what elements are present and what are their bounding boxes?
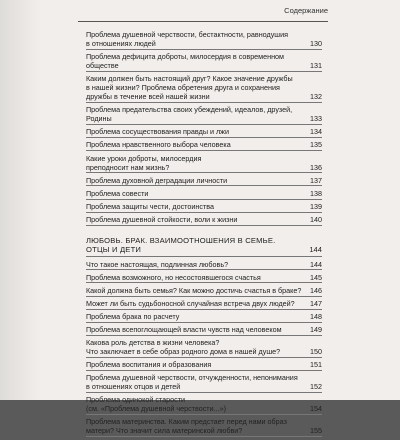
toc-entry-page-number: 152: [310, 382, 322, 392]
toc-entry-page-number: 145: [310, 272, 322, 282]
toc-entry-title: Проблема одинокой старости (см. «Проблема душевной черствости...»): [86, 395, 226, 414]
toc-entry: [86, 395, 322, 415]
toc-entry: [86, 202, 322, 213]
toc-entry-title: Проблема всепоглощающей власти чувств над человеком: [86, 325, 282, 334]
toc-entry: [86, 286, 322, 297]
toc-entry: [86, 140, 322, 151]
toc-entry: [86, 325, 322, 336]
toc-entry-title: Какова роль детства в жизни человека? Что заключает в себе образ родного дома в нашей душе?: [86, 338, 281, 357]
toc-entry-page-number: 137: [310, 175, 322, 185]
toc-entry: [86, 215, 322, 226]
toc-entry-title: Проблема защиты чести, достоинства: [86, 201, 214, 211]
toc-entry-title: Проблема душевной черствости, бестактности, равнодушия в отношениях людей: [86, 30, 288, 48]
toc-entry: [86, 260, 322, 271]
toc-entry-page-number: 139: [310, 201, 322, 211]
toc-entry: [86, 176, 322, 187]
toc-entry: [86, 127, 322, 138]
toc-entry-page-number: 134: [310, 127, 322, 137]
toc-entry-title: Проблема душевной стойкости, воли к жизни: [86, 214, 238, 224]
toc-list-bottom: [86, 260, 322, 438]
toc-entry: [86, 189, 322, 200]
toc-entry-title: Проблема возможного, но несостоявшегося счастья: [86, 272, 261, 282]
toc-entry-title: Может ли быть судьбоносной случайная встреча двух людей?: [86, 298, 295, 308]
toc-entry-title: Проблема нравственного выбора человека: [86, 140, 231, 150]
toc-entry-page-number: 136: [310, 162, 322, 172]
toc-entry-page-number: 154: [310, 404, 322, 414]
toc-entry: [86, 312, 322, 323]
toc-entry-page-number: 140: [310, 214, 322, 224]
running-header: [78, 8, 328, 22]
toc-entry-page-number: 130: [310, 39, 322, 48]
toc-entry-page-number: 147: [310, 298, 322, 308]
table-of-contents: [86, 30, 322, 440]
toc-entry-page-number: 150: [310, 347, 322, 357]
toc-entry-page-number: 151: [310, 360, 322, 370]
toc-entry-title: Какой должна быть семья? Как можно достичь счастья в браке?: [86, 285, 302, 295]
toc-entry-title: Какие уроки доброты, милосердия преподносит нам жизнь?: [86, 153, 202, 172]
toc-entry-title: Проблема материнства. Каким предстает перед нами образ матери? Что значит сила материнской любви?: [86, 417, 287, 436]
toc-entry-page-number: 132: [310, 92, 322, 102]
toc-entry-page-number: 131: [310, 61, 322, 71]
toc-entry-page-number: 138: [310, 188, 322, 198]
section-title: ЛЮБОВЬ. БРАК. ВЗАИМООТНОШЕНИЯ В СЕМЬЕ. ОТЦЫ И ДЕТИ: [86, 235, 276, 255]
toc-entry-title: Проблема совести: [86, 188, 149, 198]
toc-entry-title: Проблема воспитания и образования: [86, 360, 212, 370]
toc-entry-page-number: 144: [310, 259, 322, 269]
toc-entry-page-number: 155: [310, 426, 322, 436]
toc-entry: [86, 373, 322, 393]
header-title: Содержание: [284, 6, 328, 15]
section-page-number: 144: [309, 245, 322, 255]
toc-entry-title: Проблема сосуществования правды и лжи: [86, 127, 230, 137]
toc-entry-title: Что такое настоящая, подлинная любовь?: [86, 259, 229, 269]
toc-entry-title: Проблема предательства своих убеждений, идеалов, друзей, Родины: [86, 105, 293, 124]
toc-entry-page-number: 133: [310, 114, 322, 124]
toc-entry: [86, 273, 322, 284]
toc-entry-page-number: 146: [310, 285, 322, 295]
toc-entry: [86, 338, 322, 358]
toc-entry: [86, 417, 322, 437]
toc-entry-title: Проблема душевной черствости, отчужденности, непонимания в отношениях отцов и детей: [86, 373, 298, 392]
toc-entry: [86, 299, 322, 310]
toc-entry-page-number: 148: [310, 311, 322, 321]
toc-entry: [86, 74, 322, 103]
toc-list-top: [86, 30, 322, 226]
toc-entry-page-number: 149: [310, 325, 322, 334]
page-shadow: [0, 0, 40, 400]
toc-entry: [86, 52, 322, 72]
toc-entry: [86, 360, 322, 371]
toc-entry-title: Каким должен быть настоящий друг? Какое значение дружбы в нашей жизни? Проблема обретения друга и сохранения дружбы в течение всей нашей жизни: [86, 74, 293, 102]
toc-entry-title: Проблема дефицита доброты, милосердия в современном обществе: [86, 52, 284, 71]
toc-entry-page-number: 135: [310, 140, 322, 150]
toc-entry-title: Проблема духовной деградации личности: [86, 175, 228, 185]
toc-entry: [86, 30, 322, 50]
section-heading: [86, 236, 322, 257]
toc-entry: [86, 105, 322, 125]
toc-entry-title: Проблема брака по расчету: [86, 311, 180, 321]
toc-entry: [86, 154, 322, 174]
